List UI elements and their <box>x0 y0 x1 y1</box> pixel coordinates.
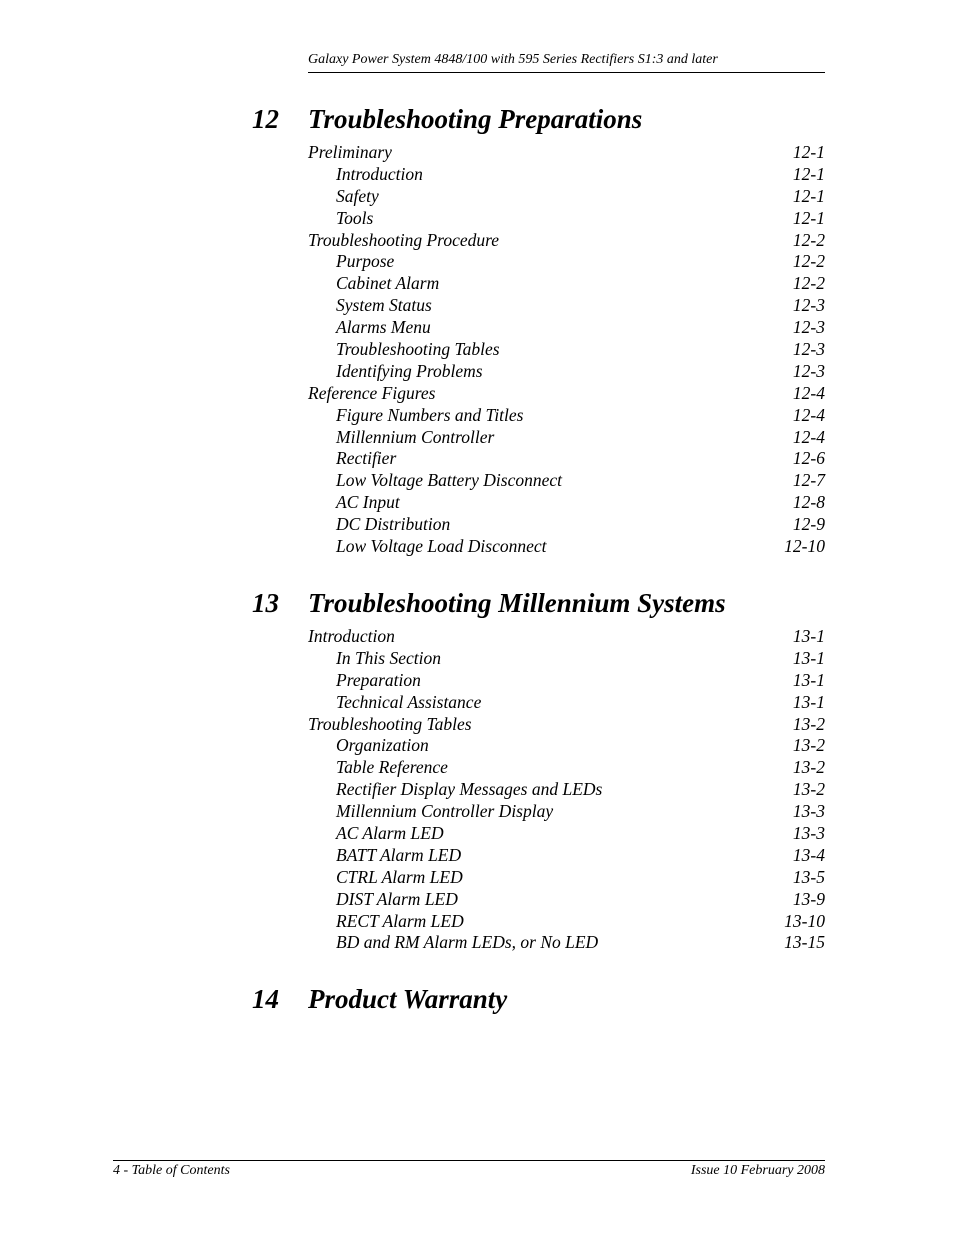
toc-entry-label: Table Reference <box>336 757 448 778</box>
toc-entry-page-number: 12-3 <box>792 360 825 381</box>
toc-entry-page-number: 12-3 <box>792 339 825 360</box>
toc-entry-label: Millennium Controller <box>336 426 495 447</box>
toc-entry-page-number: 13-1 <box>792 691 825 712</box>
toc-section-entry[interactable] <box>0 383 954 405</box>
toc-entry-label: Rectifier Display Messages and LEDs <box>336 779 603 800</box>
toc-entry-page-number: 12-1 <box>792 185 825 206</box>
toc-entry-label: Millennium Controller Display <box>336 801 554 822</box>
toc-entry-page-number: 12-2 <box>792 273 825 294</box>
header-rule <box>308 72 825 73</box>
toc-entry-label: Alarms Menu <box>336 317 431 338</box>
toc-entry-page-number: 12-4 <box>792 382 825 403</box>
toc-entry-page-number: 13-2 <box>792 757 825 778</box>
toc-entry-page-number: 12-1 <box>792 207 825 228</box>
toc-entry-page-number: 12-10 <box>784 536 825 557</box>
toc-entry-label: Safety <box>336 185 379 206</box>
chapter-number: 14 <box>252 984 279 1014</box>
toc-subsection-entry[interactable] <box>0 867 954 889</box>
toc-entry-label: Preparation <box>336 669 421 690</box>
toc-entry-page-number: 12-6 <box>792 448 825 469</box>
toc-section-entry[interactable] <box>0 626 954 648</box>
toc-entry-page-number: 13-2 <box>792 735 825 756</box>
toc-entry-page-number: 13-1 <box>792 626 825 646</box>
toc-entry-page-number: 12-2 <box>792 229 825 250</box>
toc-entry-label: Low Voltage Battery Disconnect <box>336 470 563 491</box>
toc-subsection-entry[interactable] <box>0 514 954 536</box>
toc-entry-label: Figure Numbers and Titles <box>336 404 524 425</box>
toc-entry-label: Introduction <box>336 163 423 184</box>
toc-entry-page-number: 12-3 <box>792 295 825 316</box>
toc-subsection-entry[interactable] <box>0 911 954 933</box>
toc-entry-page-number: 12-4 <box>792 426 825 447</box>
toc-subsection-entry[interactable] <box>0 932 954 954</box>
toc-entry-label: Tools <box>336 207 374 228</box>
toc-subsection-entry[interactable] <box>0 448 954 470</box>
toc-entry-page-number: 12-7 <box>792 470 825 491</box>
toc-entry-label: Technical Assistance <box>336 691 482 712</box>
toc-section-entry[interactable] <box>0 230 954 252</box>
toc-subsection-entry[interactable] <box>0 779 954 801</box>
toc-subsection-entry[interactable] <box>0 339 954 361</box>
chapter-title: Troubleshooting Preparations <box>308 104 643 134</box>
footer-right-text: Issue 10 February 2008 <box>690 1163 825 1178</box>
toc-entry-page-number: 12-4 <box>792 404 825 425</box>
chapter-title: Product Warranty <box>308 984 508 1014</box>
toc-subsection-entry[interactable] <box>0 470 954 492</box>
toc-entry-page-number: 13-1 <box>792 647 825 668</box>
toc-entry-label: Reference Figures <box>308 382 436 403</box>
toc-entry-page-number: 13-1 <box>792 669 825 690</box>
toc-entry-label: CTRL Alarm LED <box>336 866 463 887</box>
toc-subsection-entry[interactable] <box>0 670 954 692</box>
toc-entry-page-number: 13-9 <box>792 888 825 909</box>
toc-entry-page-number: 13-3 <box>792 823 825 844</box>
toc-entry-label: Identifying Problems <box>336 360 483 381</box>
toc-subsection-entry[interactable] <box>0 757 954 779</box>
toc-subsection-entry[interactable] <box>0 692 954 714</box>
toc-subsection-entry[interactable] <box>0 186 954 208</box>
toc-entry-label: DIST Alarm LED <box>336 888 458 909</box>
toc-entry-label: Troubleshooting Procedure <box>308 229 500 250</box>
toc-entry-page-number: 13-2 <box>792 779 825 800</box>
toc-entry-label: Troubleshooting Tables <box>308 713 472 734</box>
toc-entry-page-number: 13-4 <box>792 844 825 865</box>
toc-section-entry[interactable] <box>0 714 954 736</box>
toc-subsection-entry[interactable] <box>0 164 954 186</box>
toc-entry-label: Purpose <box>336 251 395 272</box>
toc-subsection-entry[interactable] <box>0 427 954 449</box>
toc-subsection-entry[interactable] <box>0 273 954 295</box>
toc-subsection-entry[interactable] <box>0 823 954 845</box>
toc-entry-page-number: 12-2 <box>792 251 825 272</box>
toc-entry-label: AC Alarm LED <box>336 823 444 844</box>
toc-entry-label: Troubleshooting Tables <box>336 339 500 360</box>
toc-entry-list <box>0 142 954 558</box>
toc-entry-label: Introduction <box>308 626 395 646</box>
toc-subsection-entry[interactable] <box>0 735 954 757</box>
toc-entry-page-number: 13-15 <box>784 932 825 953</box>
footer-rule <box>113 1160 825 1161</box>
toc-subsection-entry[interactable] <box>0 251 954 273</box>
running-header-title: Galaxy Power System 4848/100 with 595 Series Rectifiers S1:3 and later <box>308 52 718 67</box>
toc-entry-label: Organization <box>336 735 429 756</box>
toc-subsection-entry[interactable] <box>0 536 954 558</box>
toc-subsection-entry[interactable] <box>0 295 954 317</box>
toc-subsection-entry[interactable] <box>0 317 954 339</box>
toc-entry-label: DC Distribution <box>336 514 451 535</box>
toc-entry-label: Cabinet Alarm <box>336 273 440 294</box>
toc-subsection-entry[interactable] <box>0 648 954 670</box>
toc-entry-page-number: 12-8 <box>792 492 825 513</box>
footer-left-text: 4 - Table of Contents <box>113 1163 230 1178</box>
toc-entry-label: Low Voltage Load Disconnect <box>336 536 547 557</box>
toc-entry-label: BD and RM Alarm LEDs, or No LED <box>336 932 599 953</box>
toc-entry-page-number: 12-9 <box>792 514 825 535</box>
toc-entry-page-number: 12-3 <box>792 317 825 338</box>
toc-entry-page-number: 12-1 <box>792 142 825 162</box>
toc-entry-page-number: 13-5 <box>792 866 825 887</box>
toc-subsection-entry[interactable] <box>0 361 954 383</box>
toc-entry-page-number: 13-2 <box>792 713 825 734</box>
toc-entry-label: System Status <box>336 295 432 316</box>
toc-subsection-entry[interactable] <box>0 405 954 427</box>
toc-entry-label: BATT Alarm LED <box>336 844 462 865</box>
toc-entry-label: In This Section <box>336 647 441 668</box>
toc-entry-label: RECT Alarm LED <box>336 910 464 931</box>
toc-entry-page-number: 13-10 <box>784 910 825 931</box>
chapter-number: 12 <box>252 104 279 134</box>
toc-entry-page-number: 13-3 <box>792 801 825 822</box>
toc-entry-label: Preliminary <box>308 142 392 162</box>
toc-entry-label: AC Input <box>336 492 400 513</box>
toc-subsection-entry[interactable] <box>0 492 954 514</box>
toc-subsection-entry[interactable] <box>0 801 954 823</box>
chapter-title: Troubleshooting Millennium Systems <box>308 588 726 618</box>
chapter-number: 13 <box>252 588 279 618</box>
toc-section-entry[interactable] <box>0 142 954 164</box>
toc-subsection-entry[interactable] <box>0 845 954 867</box>
toc-subsection-entry[interactable] <box>0 208 954 230</box>
toc-entry-label: Rectifier <box>336 448 397 469</box>
toc-subsection-entry[interactable] <box>0 889 954 911</box>
toc-entry-page-number: 12-1 <box>792 163 825 184</box>
toc-entry-list <box>0 626 954 954</box>
